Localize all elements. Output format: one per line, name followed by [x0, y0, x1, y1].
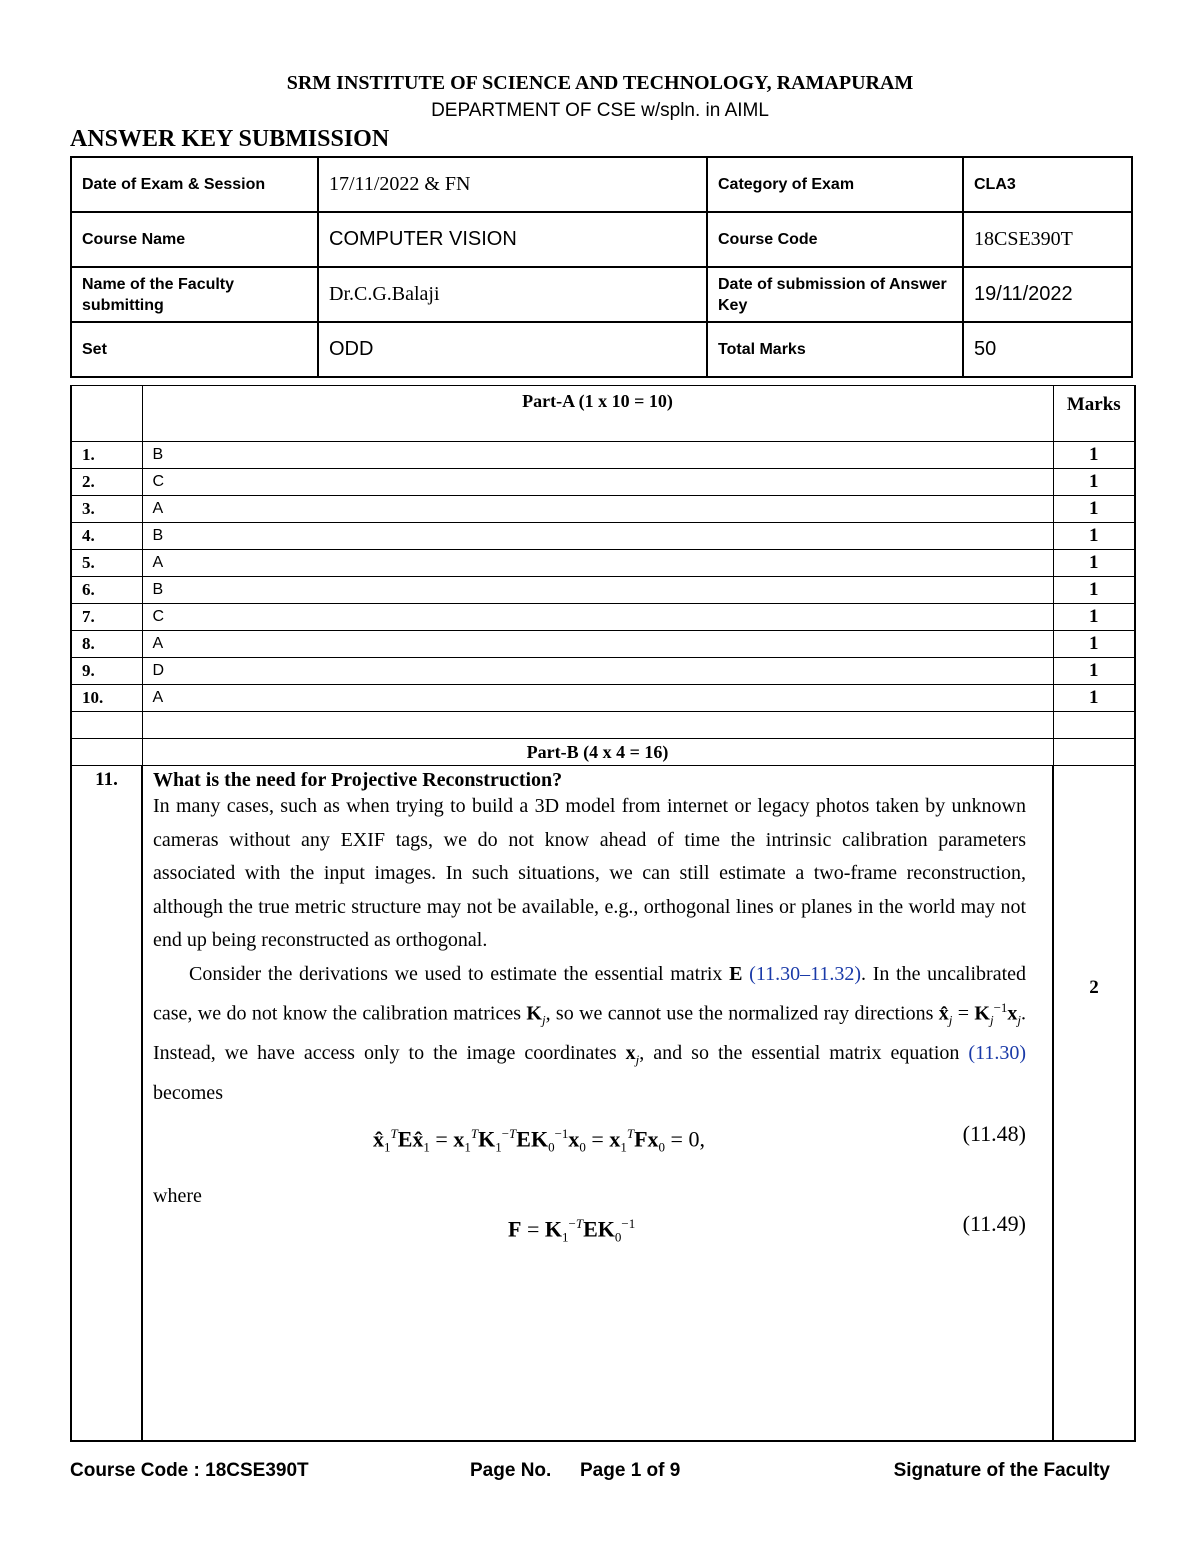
answer-number: 5. — [71, 550, 142, 577]
answer-row — [71, 523, 1135, 550]
course-name-label: Course Name — [71, 212, 318, 267]
answer-paragraph-1: In many cases, such as when trying to build a 3D model from internet or legacy photos taken by unknown cameras without any EXIF tags, we do not know ahead of time the intrinsic calibration parameters associated with the input images. In such situations, we can still estimate a two-frame reconstruction, although the true metric structure may not be available, e.g., orthogonal lines or planes in the world may not end up being reconstructed as orthogonal. — [153, 795, 1026, 951]
equation-number-11-49: (11.49) — [962, 1211, 1026, 1237]
answer-marks: 1 — [1053, 685, 1135, 712]
exam-info-table — [70, 156, 1133, 378]
answer-number: 4. — [71, 523, 142, 550]
category-value: CLA3 — [963, 157, 1132, 212]
answer-option: A — [142, 631, 1053, 658]
answer-marks: 1 — [1053, 604, 1135, 631]
footer-page-label: Page No. — [470, 1460, 552, 1481]
page-title: ANSWER KEY SUBMISSION — [70, 126, 390, 152]
question-number: 11. — [71, 766, 142, 1442]
equation-number-11-48: (11.48) — [962, 1121, 1026, 1147]
answer-row — [71, 469, 1135, 496]
answer-option: C — [142, 469, 1053, 496]
answer-row — [71, 577, 1135, 604]
answer-paragraph-2: Consider the derivations we used to estimate the essential matrix E (11.30–11.32). In the uncalibrated case, we do not know the calibration matrices $K_j$, so we cannot use the normalized ray directions $x̂_j = K_j^{-1}x_j$. Instead, we have access only to the image coordinates $x_j$, and so the essential matrix equation (11.30) becomes — [153, 962, 1027, 1104]
marks-heading: Marks — [1053, 386, 1135, 442]
answer-row — [71, 685, 1135, 712]
faculty-value: Dr.C.G.Balaji — [318, 267, 707, 322]
faculty-label: Name of the Faculty submitting — [71, 267, 318, 322]
answer-row — [71, 496, 1135, 523]
footer-page-number: Page 1 of 9 — [580, 1460, 681, 1481]
footer-course-code: Course Code : 18CSE390T — [70, 1460, 309, 1481]
answer-option: A — [142, 496, 1053, 523]
equation-11-49: $F = K_1^{-T}EK_0^{-1}$ (11.49) — [508, 1211, 1026, 1245]
part-a-heading: Part-A (1 x 10 = 10) — [142, 386, 1053, 442]
answer-row — [71, 658, 1135, 685]
answer-number: 2. — [71, 469, 142, 496]
answer-marks: 1 — [1053, 577, 1135, 604]
answer-option: C — [142, 604, 1053, 631]
equation-11-48: $x̂_1^TEx̂_1 = x_1^TK_1^{-T}EK_0^{-1}x_0 = x_1^TFx_0 = 0$, (11.48) — [373, 1121, 1026, 1155]
submission-date-value: 19/11/2022 — [963, 267, 1132, 322]
total-marks-value: 50 — [963, 322, 1132, 377]
answer-number: 8. — [71, 631, 142, 658]
answer-marks: 1 — [1053, 442, 1135, 469]
answer-marks: 1 — [1053, 550, 1135, 577]
set-label: Set — [71, 322, 318, 377]
question-text: What is the need for Projective Reconstruction? — [153, 769, 563, 791]
answer-marks: 1 — [1053, 631, 1135, 658]
answer-row — [71, 442, 1135, 469]
answer-row — [71, 631, 1135, 658]
answer-option: B — [142, 523, 1053, 550]
answer-marks: 1 — [1053, 523, 1135, 550]
answer-number: 10. — [71, 685, 142, 712]
answer-option: D — [142, 658, 1053, 685]
answer-number: 9. — [71, 658, 142, 685]
where-text: where — [153, 1185, 202, 1208]
answer-option: A — [142, 685, 1053, 712]
answer-row — [71, 550, 1135, 577]
course-name-value: COMPUTER VISION — [318, 212, 707, 267]
answer-number: 6. — [71, 577, 142, 604]
course-code-value: 18CSE390T — [963, 212, 1132, 267]
date-value: 17/11/2022 & FN — [318, 157, 707, 212]
date-label: Date of Exam & Session — [71, 157, 318, 212]
answer-number: 1. — [71, 442, 142, 469]
answer-option: B — [142, 442, 1053, 469]
total-marks-label: Total Marks — [707, 322, 963, 377]
answer-marks: 1 — [1053, 469, 1135, 496]
course-code-label: Course Code — [707, 212, 963, 267]
set-value: ODD — [318, 322, 707, 377]
answer-marks: 1 — [1053, 496, 1135, 523]
answer-option: A — [142, 550, 1053, 577]
part-b-heading: Part-B (4 x 4 = 16) — [142, 739, 1053, 766]
submission-date-label: Date of submission of Answer Key — [707, 267, 963, 322]
footer-signature: Signature of the Faculty — [893, 1460, 1110, 1481]
answer-body — [142, 766, 1053, 1442]
answer-number: 3. — [71, 496, 142, 523]
institute-name: SRM INSTITUTE OF SCIENCE AND TECHNOLOGY, RAMAPURAM — [286, 72, 914, 94]
answer-option: B — [142, 577, 1053, 604]
answer-marks: 1 — [1053, 658, 1135, 685]
answer-table — [70, 385, 1136, 1442]
answer-number: 7. — [71, 604, 142, 631]
category-label: Category of Exam — [707, 157, 963, 212]
department-name: DEPARTMENT OF CSE w/spln. in AIML — [431, 100, 769, 121]
answer-row — [71, 604, 1135, 631]
question-marks: 2 — [1053, 766, 1135, 1442]
